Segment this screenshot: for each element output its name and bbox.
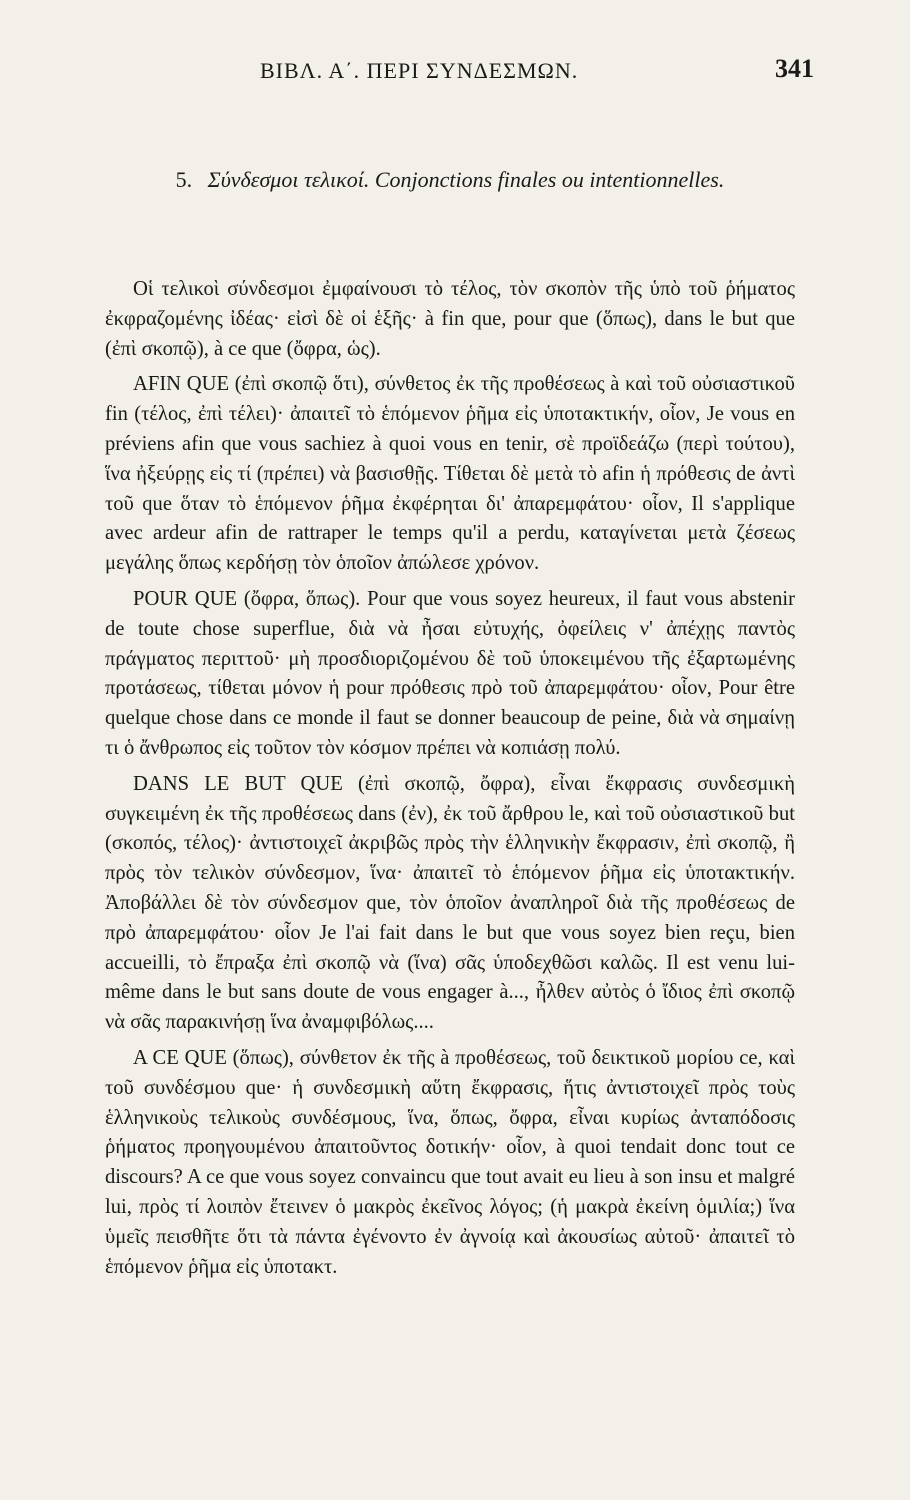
paragraph-a-ce-que: A CE QUE (ὅπως), σύνθετον ἐκ τῆς à προθέσεως, τοῦ δεικτικοῦ μορίου ce, καὶ τοῦ συνδέσμου que· ἡ συνδεσμικὴ αὕτη ἔκφρασις, ἥτις ἀντιστοιχεῖ πρὸς τοὺς ἑλληνικοὺς τελικοὺς συνδέσμους, ἵνα, ὅπως, ὄφρα, εἶναι κυρίως ἀνταπόδοσις ῥήματος προηγουμένου ἀπαιτοῦντος δοτικήν· οἷον, à quoi tendait donc tout ce discours? A ce que vous soyez convaincu que tout avait eu lieu à son insu et malgré lui, πρὸς τί λοιπὸν ἔτεινεν ὁ μακρὸς ἐκεῖνος λόγος; (ἡ μακρὰ ἐκείνη ὁμιλία;) ἵνα ὑμεῖς πεισθῆτε ὅτι τὰ πάντα ἐγένοντο ἐν ἀγνοίᾳ καὶ ἀκουσίως αὐτοῦ· ἀπαιτεῖ τὸ ἑπόμενον ῥῆμα εἰς ὑποτακτ.: [105, 1046, 795, 1278]
section-number: 5.: [175, 167, 193, 192]
paragraph-afin-que: AFIN QUE (ἐπὶ σκοπῷ ὅτι), σύνθετος ἐκ τῆς προθέσεως à καὶ τοῦ οὐσιαστικοῦ fin (τέλος, ἐπὶ τέλει)· ἀπαιτεῖ τὸ ἑπόμενον ῥῆμα εἰς ὑποτακτικήν, οἷον, Je vous en préviens afin que vous sachiez à quoi vous en tenir, σὲ προϊδεάζω (περὶ τούτου), ἵνα ἠξεύρῃς εἰς τί (πρέπει) νὰ βασισθῇς. Τίθεται δὲ μετὰ τὸ afin ἡ πρόθεσις de ἀντὶ τοῦ que ὅταν τὸ ἑπόμενον ῥῆμα ἐκφέρηται δι' ἀπαρεμφάτου· οἷον, Il s'applique avec ardeur afin de rattraper le temps qu'il a perdu, καταγίνεται μετὰ ζέσεως μεγάλης ὅπως κερδήσῃ τὸν ὁποῖον ἀπώλεσε χρόνον.: [105, 373, 795, 575]
running-header: [100, 54, 814, 92]
intro-paragraph: Οἱ τελικοὶ σύνδεσμοι ἐμφαίνουσι τὸ τέλος, τὸν σκοπὸν τῆς ὑπὸ τοῦ ῥήματος ἐκφραζομένης ἰδέας· εἰσὶ δὲ οἱ ἑξῆς· à fin que, pour que (ὅπως), dans le but que (ἐπὶ σκοπῷ), à ce que (ὄφρα, ὡς).: [105, 278, 795, 360]
paragraph-dans-le-but-que: DANS LE BUT QUE (ἐπὶ σκοπῷ, ὄφρα), εἶναι ἔκφρασις συνδεσμικὴ συγκειμένη ἐκ τῆς προθέσεως dans (ἐν), ἐκ τοῦ ἄρθρου le, καὶ τοῦ οὐσιαστικοῦ but (σκοπός, τέλος)· ἀντιστοιχεῖ ἀκριβῶς πρὸς τὴν ἑλληνικὴν ἔκφρασιν, ἐπὶ σκοπῷ, ἢ πρὸς τὸν τελικὸν σύνδεσμον, ἵνα· ἀπαιτεῖ τὸ ἑπόμενον ῥῆμα εἰς ὑποτακτικήν. Ἀποβάλλει δὲ τὸν σύνδεσμον que, τὸν ὁποῖον ἀναπληροῖ διὰ τῆς προθέσεως de πρὸ ἀπαρεμφάτου· οἷον Je l'ai fait dans le but que vous soyez bien reçu, bien accueilli, τὸ ἔπραξα ἐπὶ σκοπῷ νὰ (ἵνα) σᾶς ὑποδεχθῶσι καλῶς. Il est venu lui-même dans le but sans doute de vous engager à..., ἦλθεν αὐτὸς ὁ ἴδιος ἐπὶ σκοπῷ νὰ σᾶς παρακινήσῃ ἵνα ἀναμφιβόλως....: [105, 772, 795, 1034]
page-number: 341: [775, 54, 814, 83]
paragraph-pour-que: POUR QUE (ὄφρα, ὅπως). Pour que vous soyez heureux, il faut vous abstenir de toute chose superflue, διὰ νὰ ἦσαι εὐτυχής, ὀφείλεις ν' ἀπέχῃς παντὸς πράγματος περιττοῦ· μὴ προσδιοριζομένου δὲ τοῦ ὑποκειμένου τῆς ἐξαρτωμένης προτάσεως, τίθεται μόνον ἡ pour πρόθεσις πρὸ τοῦ ἀπαρεμφάτου· οἷον, Pour être quelque chose dans ce monde il faut se donner beaucoup de peine, διὰ νὰ σημαίνῃ τι ὁ ἄνθρωπος εἰς τοῦτον τὸν κόσμον πρέπει νὰ κοπιάσῃ πολύ.: [105, 587, 795, 759]
running-title: ΒΙΒΛ. Α΄. ΠΕΡΙ ΣΥΝΔΕΣΜΩΝ.: [260, 58, 579, 83]
body-text: [105, 275, 795, 1282]
section-title: Σύνδεσμοι τελικοί. Conjonctions finales ou intentionnelles.: [207, 167, 725, 192]
section-heading: [100, 162, 800, 198]
